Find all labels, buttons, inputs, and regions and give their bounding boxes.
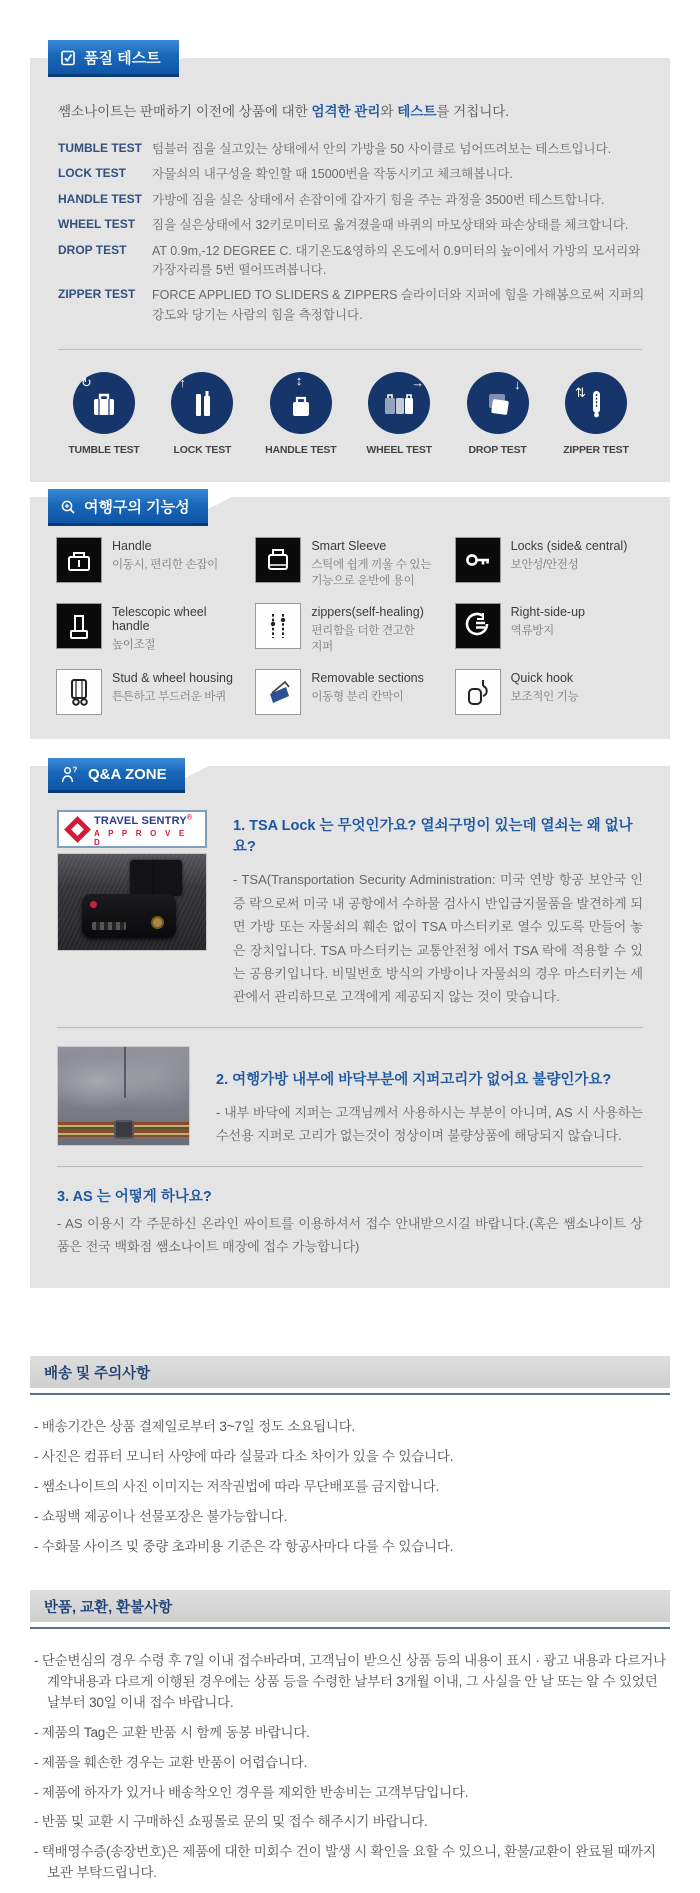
test-row <box>58 216 646 235</box>
right-side-up-icon <box>455 603 501 649</box>
feature-locks <box>455 537 644 589</box>
lock-test-icon <box>171 372 233 434</box>
test-icon-label: TUMBLE TEST <box>68 444 140 456</box>
wheel-test-icon <box>368 372 430 434</box>
travel-sentry-diamond-icon <box>64 816 91 843</box>
feature-desc: 역류방지 <box>510 625 554 638</box>
feature-zippers <box>255 603 444 655</box>
shipping-header: 배송 및 주의사항 <box>30 1356 670 1388</box>
zipper-icon <box>255 603 301 649</box>
list-item: - 제품의 Tag은 교환 반품 시 함께 동봉 바랍니다. <box>34 1724 310 1740</box>
feature-desc: 높이조절 <box>112 639 156 652</box>
returns-section <box>30 1590 670 1884</box>
qna-block-2 <box>57 1046 643 1148</box>
feature-smart-sleeve <box>255 537 444 589</box>
feature-title: Smart Sleeve <box>311 539 387 553</box>
test-name: HANDLE TEST <box>58 191 142 206</box>
test-row <box>58 165 646 184</box>
qna-section <box>30 766 670 1288</box>
question-1-title: 1. TSA Lock 는 무엇인가요? 열쇠구멍이 있는데 열쇠는 왜 없나요? <box>233 818 633 856</box>
wheel-test-item <box>351 372 447 456</box>
smart-sleeve-icon <box>255 537 301 583</box>
qna-badge <box>48 758 185 793</box>
test-desc: AT 0.9m,-12 DEGREE C. 대기온도&영하의 온도에서 0.9미터의 높이에서 가방의 모서리와 가장자리를 5번 떨어뜨려봅니다. <box>152 243 641 277</box>
question-2-title: 2. 여행가방 내부에 바닥부분에 지퍼고리가 없어요 불량인가요? <box>216 1071 612 1088</box>
tumble-test-icon <box>73 372 135 434</box>
up-down-arrow-glyph: ↕ <box>295 373 303 388</box>
lock-test-item <box>154 372 250 456</box>
feature-desc: 보안성/안전성 <box>510 559 579 571</box>
test-row <box>58 140 646 159</box>
test-icons-row <box>54 372 646 456</box>
feature-title: Telescopic wheel handle <box>112 605 207 634</box>
qna-block-3 <box>57 1185 643 1273</box>
feature-desc: 이동시, 편리한 손잡이 <box>112 559 218 571</box>
features-section <box>30 497 670 739</box>
feature-quick-hook <box>455 669 644 715</box>
test-desc: 자물쇠의 내구성을 확인할 때 15000번을 작동시키고 체크해봅니다. <box>152 167 513 182</box>
up-arrow-glyph: ↑ <box>179 375 186 390</box>
feature-title: Handle <box>112 539 152 553</box>
wheel-housing-icon <box>56 669 102 715</box>
shipping-section <box>30 1356 670 1558</box>
tsa-lock-photo <box>57 853 207 951</box>
clipboard-check-icon <box>60 50 76 66</box>
travel-sentry-approved: A P P R O V E D <box>94 829 188 848</box>
quality-badge-label: 품질 테스트 <box>84 50 161 67</box>
test-icon-label: WHEEL TEST <box>366 444 432 456</box>
divider <box>57 1027 643 1028</box>
divider <box>57 1166 643 1167</box>
test-icon-label: DROP TEST <box>468 444 527 456</box>
feature-handle <box>56 537 245 589</box>
question-3-body: - AS 이용시 각 주문하신 온라인 싸이트를 이용하셔서 접수 안내받으시길 바랍니다.(혹은 쌤소나이트 상품은 전국 백화점 쌤소나이트 매장에 접수 가능합니다) <box>57 1215 643 1254</box>
returns-list <box>30 1629 670 1884</box>
test-icon-label: ZIPPER TEST <box>563 444 629 456</box>
question-1-body: - TSA(Transportation Security Administration: 미국 연방 항공 보안국 인증 락으로써 미국 내 공항에서 수하물 검사시 반입금지물품을 발견하게 되면 가방 또는 자물쇠의 훼손 없이 TSA 마스터키로 열수 있도록 만들어 놓은 장치입니다. TSA 마스터키는 교통안전청 에서 TSA 락에 적용할 수 있는 공용키입니다. 비밀번호 방식의 가방이나 자물쇠의 경우 마스터키는 세관에서 관리하므로 고객에게 제공되지 않는 것이 맞습니다. <box>233 872 643 1005</box>
test-desc: 짐을 실은상태에서 32키로미터로 옮겨졌을때 바퀴의 마모상태와 파손상태를 체크합니다. <box>152 218 629 233</box>
luggage-interior-photo <box>57 1046 190 1146</box>
list-item: - 택배영수증(송장번호)은 제품에 대한 미회수 건이 발생 시 확인을 요할 수 있으니, 환불/교환이 완료될 때까지 보관 부탁드립니다. <box>34 1844 656 1881</box>
test-name: TUMBLE TEST <box>58 141 142 155</box>
list-item: - 쇼핑백 제공이나 선물포장은 불가능합니다. <box>34 1509 288 1525</box>
feature-title: Right-side-up <box>510 605 585 620</box>
quality-test-section <box>30 50 670 482</box>
open-case-icon <box>255 669 301 715</box>
list-item: - 배송기간은 상품 결제일로부터 3~7일 정도 소요됩니다. <box>34 1419 356 1435</box>
list-item: - 반품 및 교환 시 구매하신 쇼핑몰로 문의 및 접수 해주시기 바랍니다. <box>34 1814 428 1830</box>
features-badge-label: 여행구의 기능성 <box>84 499 190 516</box>
right-arrow-glyph: → <box>411 375 425 390</box>
feature-title: Stud & wheel housing <box>112 671 233 686</box>
down-arrow-glyph: ↓ <box>514 377 521 392</box>
quality-intro: 쌤소나이트는 판매하기 이전에 상품에 대한 엄격한 관리와 테스트를 거칩니다. <box>58 104 510 119</box>
rotate-arrow-glyph: ↻ <box>81 375 92 390</box>
test-name: LOCK TEST <box>58 166 126 181</box>
drop-test-item <box>450 372 546 456</box>
qna-badge-label: Q&A ZONE <box>88 766 167 784</box>
test-desc: FORCE APPLIED TO SLIDERS & ZIPPERS 슬라이더와 지퍼에 힘을 가해봄으로써 지퍼의 강도와 당기는 사람의 힘을 측정합니다. <box>152 288 645 322</box>
feature-desc: 보조적인 기능 <box>510 691 579 704</box>
magnifier-plus-icon <box>60 499 76 515</box>
hook-icon <box>455 669 501 715</box>
key-icon <box>455 537 501 583</box>
feature-desc: 이동형 분리 칸막이 <box>311 691 404 704</box>
zipper-test-icon <box>565 372 627 434</box>
travel-sentry-name: TRAVEL SENTRY® <box>94 814 193 828</box>
feature-desc: 튼튼하고 부드러운 바퀴 <box>112 691 226 704</box>
test-desc: 가방에 짐을 실은 상태에서 손잡이에 갑자기 힘을 주는 과정을 3500번 테스트합니다. <box>152 192 605 207</box>
up-down-arrows-glyph: ⇅ <box>574 385 586 400</box>
test-row <box>58 191 646 210</box>
travel-sentry-logo <box>57 810 207 848</box>
test-name: ZIPPER TEST <box>58 287 136 302</box>
qna-block-1 <box>57 810 643 1008</box>
divider <box>58 349 642 350</box>
test-name: WHEEL TEST <box>58 217 136 232</box>
feature-title: Removable sections <box>311 671 424 686</box>
shipping-list <box>30 1395 670 1558</box>
tumble-test-item <box>56 372 152 456</box>
feature-telescopic-handle <box>56 603 245 655</box>
handle-icon <box>56 537 102 583</box>
list-item: - 사진은 컴퓨터 모니터 사양에 따라 실물과 다소 차이가 있을 수 있습니다. <box>34 1449 454 1465</box>
telescopic-handle-icon <box>56 603 102 649</box>
feature-stud-wheel <box>56 669 245 715</box>
feature-title: zippers(self-healing) <box>311 605 424 620</box>
quality-test-badge <box>48 40 179 77</box>
returns-header: 반품, 교환, 환불사항 <box>30 1590 670 1622</box>
svg-text:?: ? <box>72 765 78 775</box>
handle-test-icon <box>270 372 332 434</box>
list-item: - 단순변심의 경우 수령 후 7일 이내 접수바라며, 고객님이 받으신 상품 등의 내용이 표시 · 광고 내용과 다르거나 계약내용과 다르게 이행된 경우에는 상품 등을 수령한 날부터 3개월 이내, 그 사실을 안 날 또는 알 수 있었던 날부터 30일 이내 접수 바랍니다. <box>34 1652 666 1710</box>
zipper-test-item <box>548 372 644 456</box>
question-2-body: - 내부 바닥에 지퍼는 고객님께서 사용하시는 부분이 아니며, AS 시 사용하는 수선용 지퍼로 고리가 없는것이 정상이며 불량상품에 해당되지 않습니다. <box>216 1104 643 1144</box>
test-desc: 텀블러 짐을 실고있는 상태에서 안의 가방을 50 사이클로 넘어뜨려보는 테스트입니다. <box>152 142 612 156</box>
question-3-title: 3. AS 는 어떻게 하나요? <box>57 1188 212 1205</box>
list-item: - 제품을 훼손한 경우는 교환 반품이 어렵습니다. <box>34 1754 308 1770</box>
feature-desc: 스틱에 쉽게 끼울 수 있는 기능으로 운반에 용이 <box>311 559 431 588</box>
list-item: - 쌤소나이트의 사진 이미지는 저작권법에 따라 무단배포를 금지합니다. <box>34 1479 440 1495</box>
list-item: - 수화물 사이즈 및 중량 초과비용 기준은 각 항공사마다 다를 수 있습니다. <box>34 1538 454 1554</box>
drop-test-icon <box>467 372 529 434</box>
features-badge <box>48 489 208 526</box>
handle-test-item <box>253 372 349 456</box>
features-grid <box>56 537 644 715</box>
test-row <box>58 286 646 325</box>
list-item: - 제품에 하자가 있거나 배송착오인 경우를 제외한 반송비는 고객부담입니다. <box>34 1784 469 1800</box>
person-question-icon <box>60 765 80 784</box>
feature-title: Quick hook <box>510 671 574 686</box>
test-row <box>58 242 646 281</box>
feature-desc: 편리함을 더한 견고한 지퍼 <box>311 625 415 654</box>
feature-removable-sections <box>255 669 444 715</box>
test-icon-label: HANDLE TEST <box>265 444 337 456</box>
test-icon-label: LOCK TEST <box>173 444 232 456</box>
feature-title: Locks (side& central) <box>510 539 628 553</box>
feature-right-side-up <box>455 603 644 655</box>
test-name: DROP TEST <box>58 242 127 257</box>
